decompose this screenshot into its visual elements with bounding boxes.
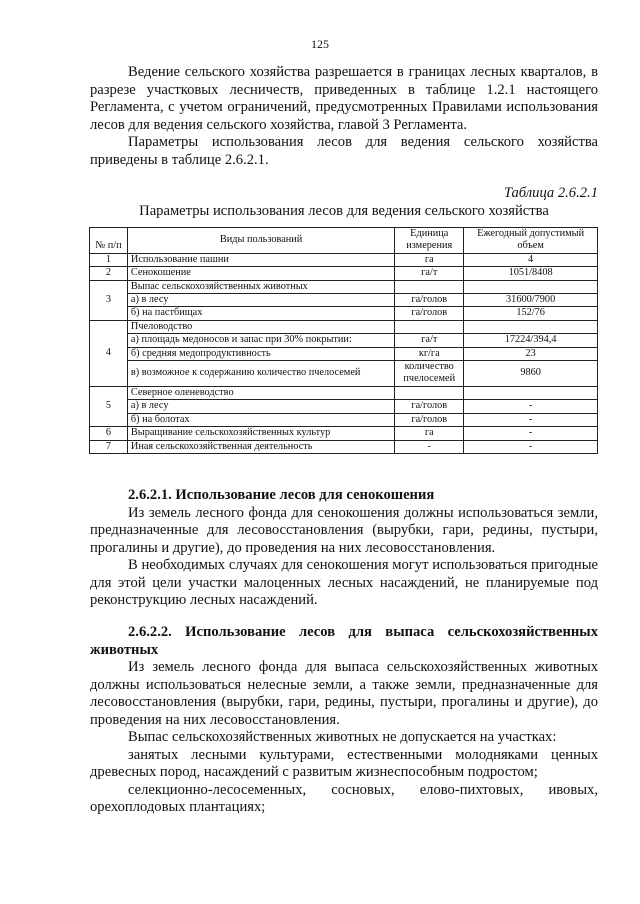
row-num: 3 (90, 280, 128, 320)
subrow-unit: количество пчелосемей (395, 361, 464, 387)
table-title: Параметры использования лесов для ведения сельского хозяйства (139, 203, 549, 219)
table-subrow (90, 334, 598, 347)
table-caption: Таблица 2.6.2.1 (503, 185, 598, 201)
subrow-kind: б) на пастбищах (127, 307, 394, 320)
intro (90, 64, 598, 169)
subrow-volume: 9860 (464, 361, 598, 387)
section-hay (90, 487, 598, 610)
row-unit (395, 386, 464, 399)
row-num: 1 (90, 253, 128, 266)
row-kind: Сенокошение (127, 267, 394, 280)
row-volume (464, 280, 598, 293)
header-volume: Ежегодный допустимый объем (464, 228, 598, 254)
section-grazing (90, 624, 598, 817)
section-paragraph: Выпас сельскохозяйственных животных не допускается на участках: (128, 729, 557, 745)
row-volume: 4 (464, 253, 598, 266)
section-heading: 2.6.2.2. Использование лесов для выпаса сельскохозяйственных животных (90, 624, 598, 658)
subrow-kind: а) площадь медоносов и запас при 30% покрытии: (127, 334, 394, 347)
subrow-volume: - (464, 413, 598, 426)
table-row (90, 253, 598, 266)
table-wrapper (90, 227, 598, 454)
row-kind: Северное оленеводство (127, 386, 394, 399)
row-num: 2 (90, 267, 128, 280)
subrow-kind: в) возможное к содержанию количество пчелосемей (127, 361, 394, 387)
row-unit (395, 280, 464, 293)
subrow-volume: 17224/394,4 (464, 334, 598, 347)
subrow-kind: а) в лесу (127, 294, 394, 307)
table-row (90, 267, 598, 280)
row-unit: га (395, 253, 464, 266)
subrow-volume: 23 (464, 347, 598, 360)
section-paragraph: занятых лесными культурами, естественными молодняками ценных древесных пород, насаждений с развитым жизнеспособным подростом; (90, 746, 598, 780)
parameters-table (89, 227, 598, 454)
table-header-row (90, 228, 598, 254)
row-kind: Использование пашни (127, 253, 394, 266)
section-heading: 2.6.2.1. Использование лесов для сенокошения (128, 487, 435, 503)
page-number: 125 (311, 37, 329, 51)
row-volume: - (464, 427, 598, 440)
header-kind: Виды пользований (127, 228, 394, 254)
subrow-volume: 31600/7900 (464, 294, 598, 307)
row-volume: 1051/8408 (464, 267, 598, 280)
row-num: 7 (90, 440, 128, 453)
table-subrow (90, 413, 598, 426)
row-unit (395, 320, 464, 333)
row-num: 6 (90, 427, 128, 440)
row-num: 5 (90, 386, 128, 426)
table-block (90, 184, 598, 220)
subrow-unit: га/голов (395, 413, 464, 426)
header-num: № п/п (90, 228, 128, 254)
subrow-volume: - (464, 400, 598, 413)
subrow-unit: га/т (395, 334, 464, 347)
section-paragraph: Из земель лесного фонда для сенокошения должны использоваться земли, предназначенные для лесовосстановления (вырубки, гари, редины, пустыри, прогалины и другие), до проведения на них лесовосстановления. (90, 504, 598, 556)
section-paragraph: селекционно-лесосеменных, сосновых, елово-пихтовых, ивовых, орехоплодовых плантациях; (90, 781, 598, 815)
row-unit: - (395, 440, 464, 453)
table-row (90, 440, 598, 453)
row-volume (464, 386, 598, 399)
row-unit: га/т (395, 267, 464, 280)
subrow-unit: га/голов (395, 294, 464, 307)
section-paragraph: Из земель лесного фонда для выпаса сельскохозяйственных животных должны использоваться нелесные земли, а также земли, предназначенные для лесовосстановления (вырубки, гари, редины, пустыри, прогалины и другие), до проведения на них лесовосстановления. (90, 659, 598, 728)
table-row (90, 386, 598, 399)
subrow-kind: б) на болотах (127, 413, 394, 426)
header-unit: Единица измерения (395, 228, 464, 254)
section-paragraph: В необходимых случаях для сенокошения могут использоваться пригодные для этой цели участки малоценных лесных насаждений, не планируемые под реконструкцию лесных насаждений. (90, 557, 598, 608)
subrow-unit: кг/га (395, 347, 464, 360)
row-kind: Пчеловодство (127, 320, 394, 333)
table-row (90, 320, 598, 333)
row-kind: Выращивание сельскохозяйственных культур (127, 427, 394, 440)
intro-paragraph-1: Ведение сельского хозяйства разрешается в границах лесных кварталов, в разрезе участковых лесничеств, приведенных в таблице 1.2.1 настоящего Регламента, с учетом ограничений, предусмотренных Правилами использования лесов для ведения сельского хозяйства, главой 3 Регламента. (90, 64, 598, 133)
row-kind: Выпас сельскохозяйственных животных (127, 280, 394, 293)
row-unit: га (395, 427, 464, 440)
row-kind: Иная сельскохозяйственная деятельность (127, 440, 394, 453)
subrow-kind: б) средняя медопродуктивность (127, 347, 394, 360)
subrow-unit: га/голов (395, 307, 464, 320)
table-subrow (90, 361, 598, 387)
subrow-volume: 152/76 (464, 307, 598, 320)
row-volume (464, 320, 598, 333)
subrow-unit: га/голов (395, 400, 464, 413)
table-subrow (90, 307, 598, 320)
table-subrow (90, 400, 598, 413)
table-row (90, 427, 598, 440)
table-row (90, 280, 598, 293)
intro-paragraph-2: Параметры использования лесов для ведения сельского хозяйства приведены в таблице 2.6.2.1. (90, 134, 598, 168)
row-num: 4 (90, 320, 128, 386)
row-volume: - (464, 440, 598, 453)
table-subrow (90, 347, 598, 360)
table-subrow (90, 294, 598, 307)
subrow-kind: а) в лесу (127, 400, 394, 413)
